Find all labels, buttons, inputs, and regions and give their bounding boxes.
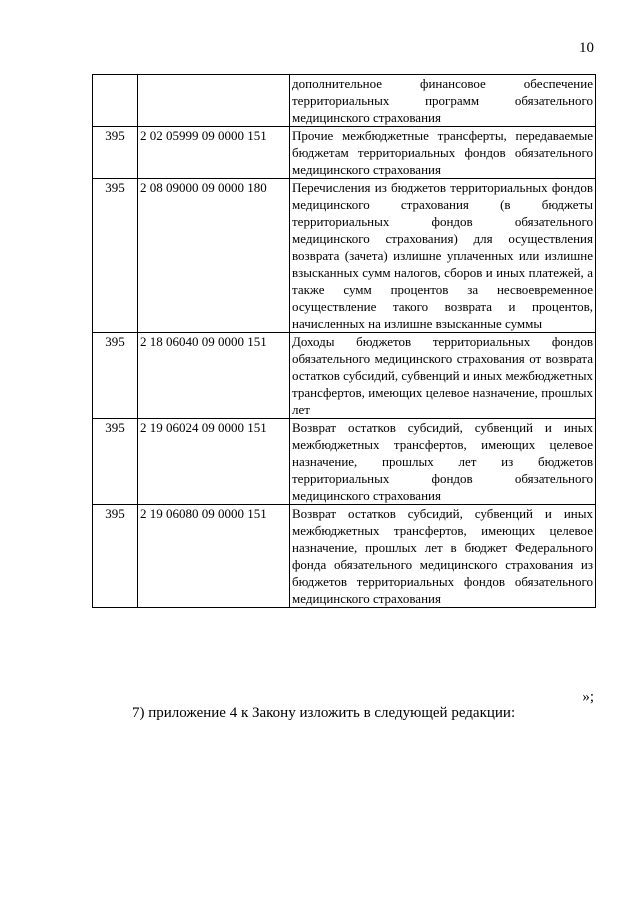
admin-code-cell: 395: [93, 127, 138, 179]
admin-code-cell: 395: [93, 179, 138, 333]
amendment-item-text: 7) приложение 4 к Закону изложить в следующей редакции:: [132, 705, 516, 721]
page-number: 10: [579, 40, 594, 56]
table-row: [93, 505, 596, 608]
budget-code-cell: 2 18 06040 09 0000 151: [138, 333, 290, 419]
admin-code-cell: 395: [93, 505, 138, 608]
budget-code-cell: 2 19 06024 09 0000 151: [138, 419, 290, 505]
admin-code-cell: 395: [93, 419, 138, 505]
budget-code-cell: 2 02 05999 09 0000 151: [138, 127, 290, 179]
table-row: [93, 179, 596, 333]
income-name-cell: Доходы бюджетов территориальных фондов обязательного медицинского страхования от возврата остатков субсидий, субвенций и иных межбюджетных трансфертов, имеющих целевое назначение, прошлых лет: [290, 333, 596, 419]
table-row: [93, 75, 596, 127]
closing-quote: »;: [582, 689, 594, 705]
table-row: [93, 419, 596, 505]
budget-code-cell: 2 19 06080 09 0000 151: [138, 505, 290, 608]
table-row: [93, 333, 596, 419]
admin-code-cell: 395: [93, 333, 138, 419]
income-name-cell: Возврат остатков субсидий, субвенций и иных межбюджетных трансфертов, имеющих целевое назначение, прошлых лет в бюджет Федерального фонда обязательного медицинского страхования из бюджетов территориальных фондов обязательного медицинского страхования: [290, 505, 596, 608]
income-name-cell: дополнительное финансовое обеспечение территориальных программ обязательного медицинского страхования: [290, 75, 596, 127]
income-name-cell: Перечисления из бюджетов территориальных фондов медицинского страхования (в бюджеты территориальных фондов обязательного медицинского страхования) для осуществления возврата (зачета) излишне уплаченных или излишне взысканных сумм налогов, сборов и иных платежей, а также сумм процентов за несвоевременное осуществление такого возврата и процентов, начисленных на излишне взысканные суммы: [290, 179, 596, 333]
budget-code-cell: [138, 75, 290, 127]
income-name-cell: Возврат остатков субсидий, субвенций и иных межбюджетных трансфертов, имеющих целевое назначение, прошлых лет из бюджетов территориальных фондов обязательного медицинского страхования: [290, 419, 596, 505]
admin-code-cell: [93, 75, 138, 127]
budget-classification-table: [92, 74, 596, 608]
table-row: [93, 127, 596, 179]
budget-code-cell: 2 08 09000 09 0000 180: [138, 179, 290, 333]
income-name-cell: Прочие межбюджетные трансферты, передаваемые бюджетам территориальных фондов обязательного медицинского страхования: [290, 127, 596, 179]
